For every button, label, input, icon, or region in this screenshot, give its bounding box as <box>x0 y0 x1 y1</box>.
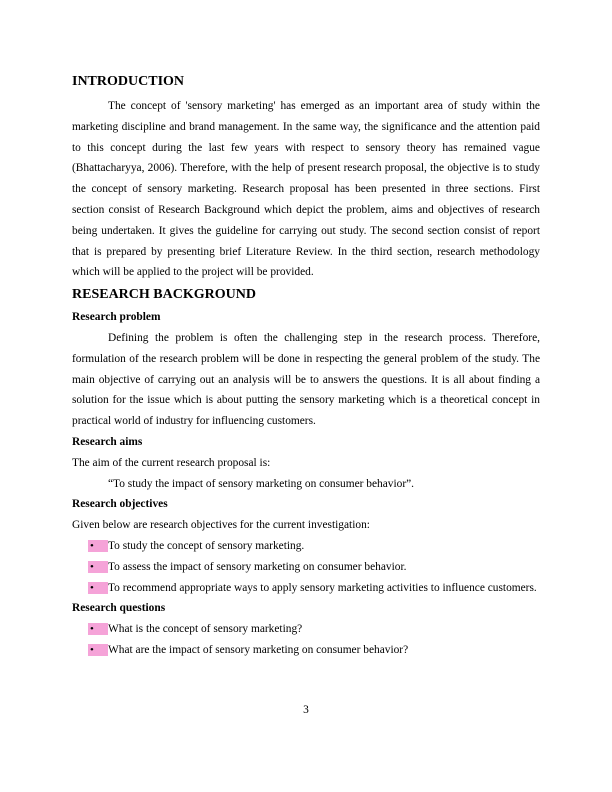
list-item-text: What are the impact of sensory marketing on consumer behavior? <box>108 643 409 656</box>
page-number: 3 <box>303 704 309 716</box>
list-item-text: To assess the impact of sensory marketing on consumer behavior. <box>108 560 407 573</box>
research-objectives-intro: Given below are research objectives for the current investigation: <box>72 519 370 532</box>
research-problem-paragraph: Defining the problem is often the challenging step in the research process. Therefore, formulation of the research problem will be done in respecting the general problem of the study. The main objective of carrying out an analysis will be to answers the questions. It is all about finding a solution for the issue which is about putting the sensory marketing which is a theoretical concept in practical world of industry for influencing customers. <box>72 331 540 428</box>
bullet-icon: • <box>88 582 108 594</box>
research-aims-quote: “To study the impact of sensory marketing on consumer behavior”. <box>108 477 415 490</box>
bullet-icon: • <box>88 623 108 635</box>
introduction-paragraph: The concept of 'sensory marketing' has emerged as an important area of study within the marketing discipline and brand management. In the same way, the significance and the attention paid to this concept during the last few years with respect to sensory theory has remained vague (Bhattacharyya, 2006). Therefore, with the help of present research proposal, the objective is to study the concept of sensory marketing. Research proposal has been presented in three sections. First section consist of Research Background which depict the problem, aims and objectives of research being undertaken. It gives the guideline for carrying out study. The second section consist of report that is prepared by presenting brief Literature Review. In the third section, research methodology which will be applied to the project will be provided. <box>72 100 540 279</box>
bullet-icon: • <box>88 561 108 573</box>
list-item <box>72 640 540 661</box>
list-item <box>72 578 540 599</box>
bullet-icon: • <box>88 644 108 656</box>
research-objectives-heading: Research objectives <box>72 498 168 511</box>
page-content <box>72 72 540 661</box>
research-problem-heading: Research problem <box>72 311 161 324</box>
list-item-text: To study the concept of sensory marketing. <box>108 539 305 552</box>
list-item <box>72 619 540 640</box>
list-item-text: To recommend appropriate ways to apply sensory marketing activities to influence customers. <box>108 581 537 594</box>
research-aims-intro: The aim of the current research proposal is: <box>72 456 271 469</box>
list-item-text: What is the concept of sensory marketing? <box>108 623 303 636</box>
research-objectives-list <box>72 536 540 598</box>
introduction-heading: INTRODUCTION <box>72 74 185 89</box>
list-item <box>72 536 540 557</box>
research-questions-list <box>72 619 540 661</box>
bullet-icon: • <box>88 540 108 552</box>
research-aims-heading: Research aims <box>72 435 143 448</box>
list-item <box>72 557 540 578</box>
research-background-heading: RESEARCH BACKGROUND <box>72 287 256 303</box>
research-questions-heading: Research questions <box>72 602 166 615</box>
